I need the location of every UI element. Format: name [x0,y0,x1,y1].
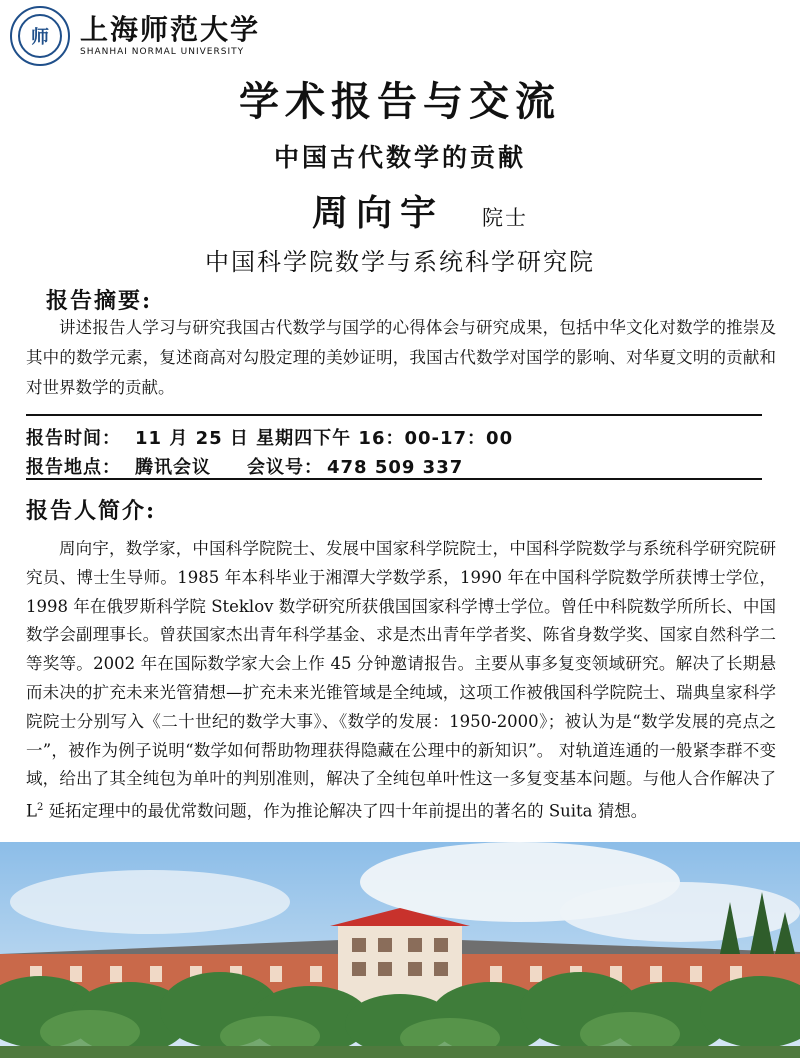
talk-title: 中国古代数学的贡献 [273,143,526,172]
abstract-text: 讲述报告人学习与研究我国古代数学与国学的心得体会与研究成果，包括中华文化对数学的推崇及其中的数学元素，复述商高对勾股定理的美妙证明，我国古代数学对国学的影响、对华夏文明的贡献和对世界数学的贡献。 [26,318,776,397]
place-value: 腾讯会议 [135,457,211,478]
university-name-block [80,12,261,57]
meeting-id[interactable]: 478 509 337 [327,457,464,478]
seal-emblem: 师 [18,14,62,58]
campus-building-photo [0,842,800,1058]
poster-main-title: 学术报告与交流 [239,78,561,125]
schedule-time [26,424,527,450]
place-label: 报告地点： [26,457,121,478]
university-logo [10,6,260,66]
bio-text-main: 周向宇，数学家，中国科学院院士、发展中国家科学院院士，中国科学院数学与系统科学研究院研究员、博士生导师。1985 年本科毕业于湘潭大学数学系，1990 年在中国科学院数学所获博士学位，1998 年在俄罗斯科学院 Steklov 数学研究所获俄国国家科学博士学位。曾任中科院数学所所长、中国数学会副理事长。曾获国家杰出青年科学基金、求是杰出青年学者奖、陈省身数学奖、国家自然科学二等奖等。2002 年在国际数学家大会上作 45 分钟邀请报告。主要从事多复变领域研究。解决了长期悬而未决的扩充未来光管猜想—扩充未来光锥管域是全纯域，这项工作被俄国科学院院士、瑞典皇家科学院院士分别写入《二十世纪的数学大事》、《数学的发展：1950-2000》；被认为是“数学发展的亮点之一”，被作为例子说明“数学如何帮助物理获得隐藏在公理中的新知识”。 对轨道连通的一般紧李群不变域，给出了其全纯包为单叶的判别准则，解决了全纯包单叶性这一多复变基本问题。与他人合作解决了 L [26,539,776,821]
abstract-heading: 报告摘要: [46,288,153,314]
university-name-en: SHANHAI NORMAL UNIVERSITY [80,46,245,57]
bio-text-end: 延拓定理中的最优常数问题，作为推论解决了四十年前提出的著名的 Suita 猜想。 [43,801,648,821]
university-name-cn: 上海师范大学 [80,12,261,46]
schedule-place [26,453,477,479]
bio-superscript: 2 [36,802,44,814]
speaker-name: 周向宇 [312,192,445,234]
speaker-institute: 中国科学院数学与系统科学研究院 [205,248,595,276]
divider-top [26,414,762,416]
time-label: 报告时间： [26,428,121,449]
meeting-id-label: 会议号： [247,457,323,478]
time-value: 11 月 25 日 星期四下午 16：00-17：00 [135,428,514,449]
divider-bottom [26,478,762,480]
university-seal-icon [10,6,70,66]
bio-text [26,535,776,826]
speaker-row [312,185,528,236]
bio-heading: 报告人简介: [26,498,157,524]
speaker-title: 院士 [482,206,529,230]
